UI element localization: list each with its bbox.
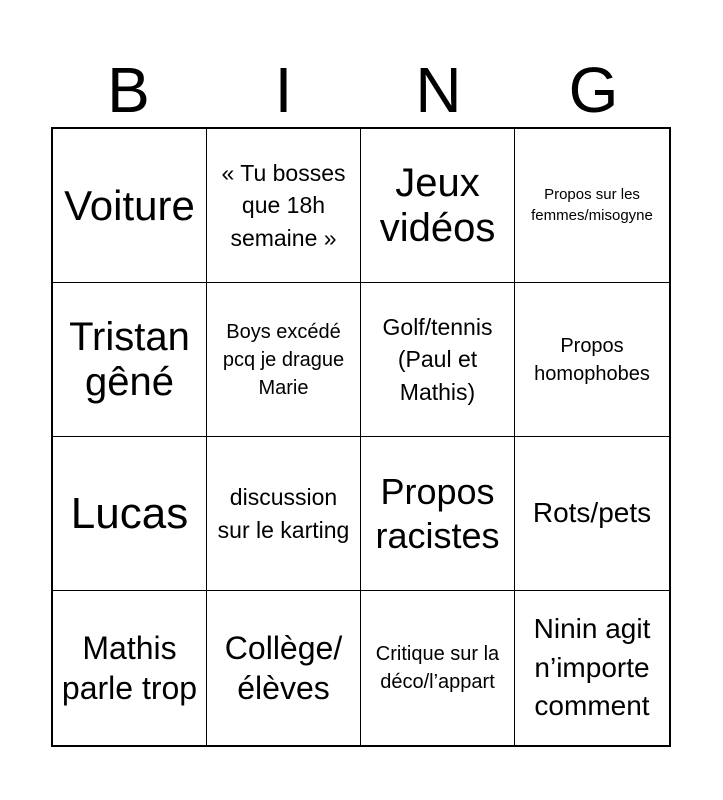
cell-text: Ninin agit n’importe comment (533, 613, 651, 722)
bingo-cell-1-3[interactable] (361, 129, 515, 283)
cell-text: Jeux vidéos (379, 160, 496, 250)
bingo-cell-3-2[interactable] (207, 437, 361, 591)
header-letter-g: G (568, 54, 619, 126)
cell-text: Propos racistes (375, 471, 500, 556)
cell-text: Rots/pets (532, 497, 652, 529)
bingo-cell-2-1[interactable] (53, 283, 207, 437)
cell-text: Boys excédé pcq je drague Marie (222, 320, 345, 399)
bingo-cell-2-4[interactable] (515, 283, 669, 437)
cell-text: Tristan gêné (69, 314, 190, 404)
header-letter-n: N (415, 54, 462, 126)
cell-text: Propos sur les femmes/misogyne (531, 186, 653, 224)
bingo-cell-1-1[interactable] (53, 129, 207, 283)
bingo-grid (51, 127, 671, 747)
bingo-cell-2-2[interactable] (207, 283, 361, 437)
cell-text: Critique sur la déco/l’appart (375, 643, 500, 693)
bingo-cell-4-2[interactable] (207, 591, 361, 745)
bingo-cell-1-2[interactable] (207, 129, 361, 283)
cell-text: Propos homophobes (534, 334, 650, 385)
cell-text: Golf/tennis (Paul et Mathis) (382, 314, 493, 405)
bingo-cell-1-4[interactable] (515, 129, 669, 283)
header-letter-i: I (274, 54, 293, 126)
bingo-cell-2-3[interactable] (361, 283, 515, 437)
cell-text: « Tu bosses que 18h semaine » (221, 160, 346, 251)
cell-text: Collège/ élèves (224, 630, 343, 706)
bingo-cell-3-1[interactable] (53, 437, 207, 591)
cell-text: Voiture (64, 181, 195, 229)
cell-text: discussion sur le karting (217, 484, 350, 543)
cell-text: Mathis parle trop (61, 630, 198, 706)
header-letter-b: B (107, 54, 150, 126)
cell-text: Lucas (70, 488, 189, 538)
bingo-cell-3-4[interactable] (515, 437, 669, 591)
bingo-cell-4-3[interactable] (361, 591, 515, 745)
bingo-header (51, 52, 671, 128)
bingo-cell-3-3[interactable] (361, 437, 515, 591)
bingo-cell-4-4[interactable] (515, 591, 669, 745)
bingo-cell-4-1[interactable] (53, 591, 207, 745)
